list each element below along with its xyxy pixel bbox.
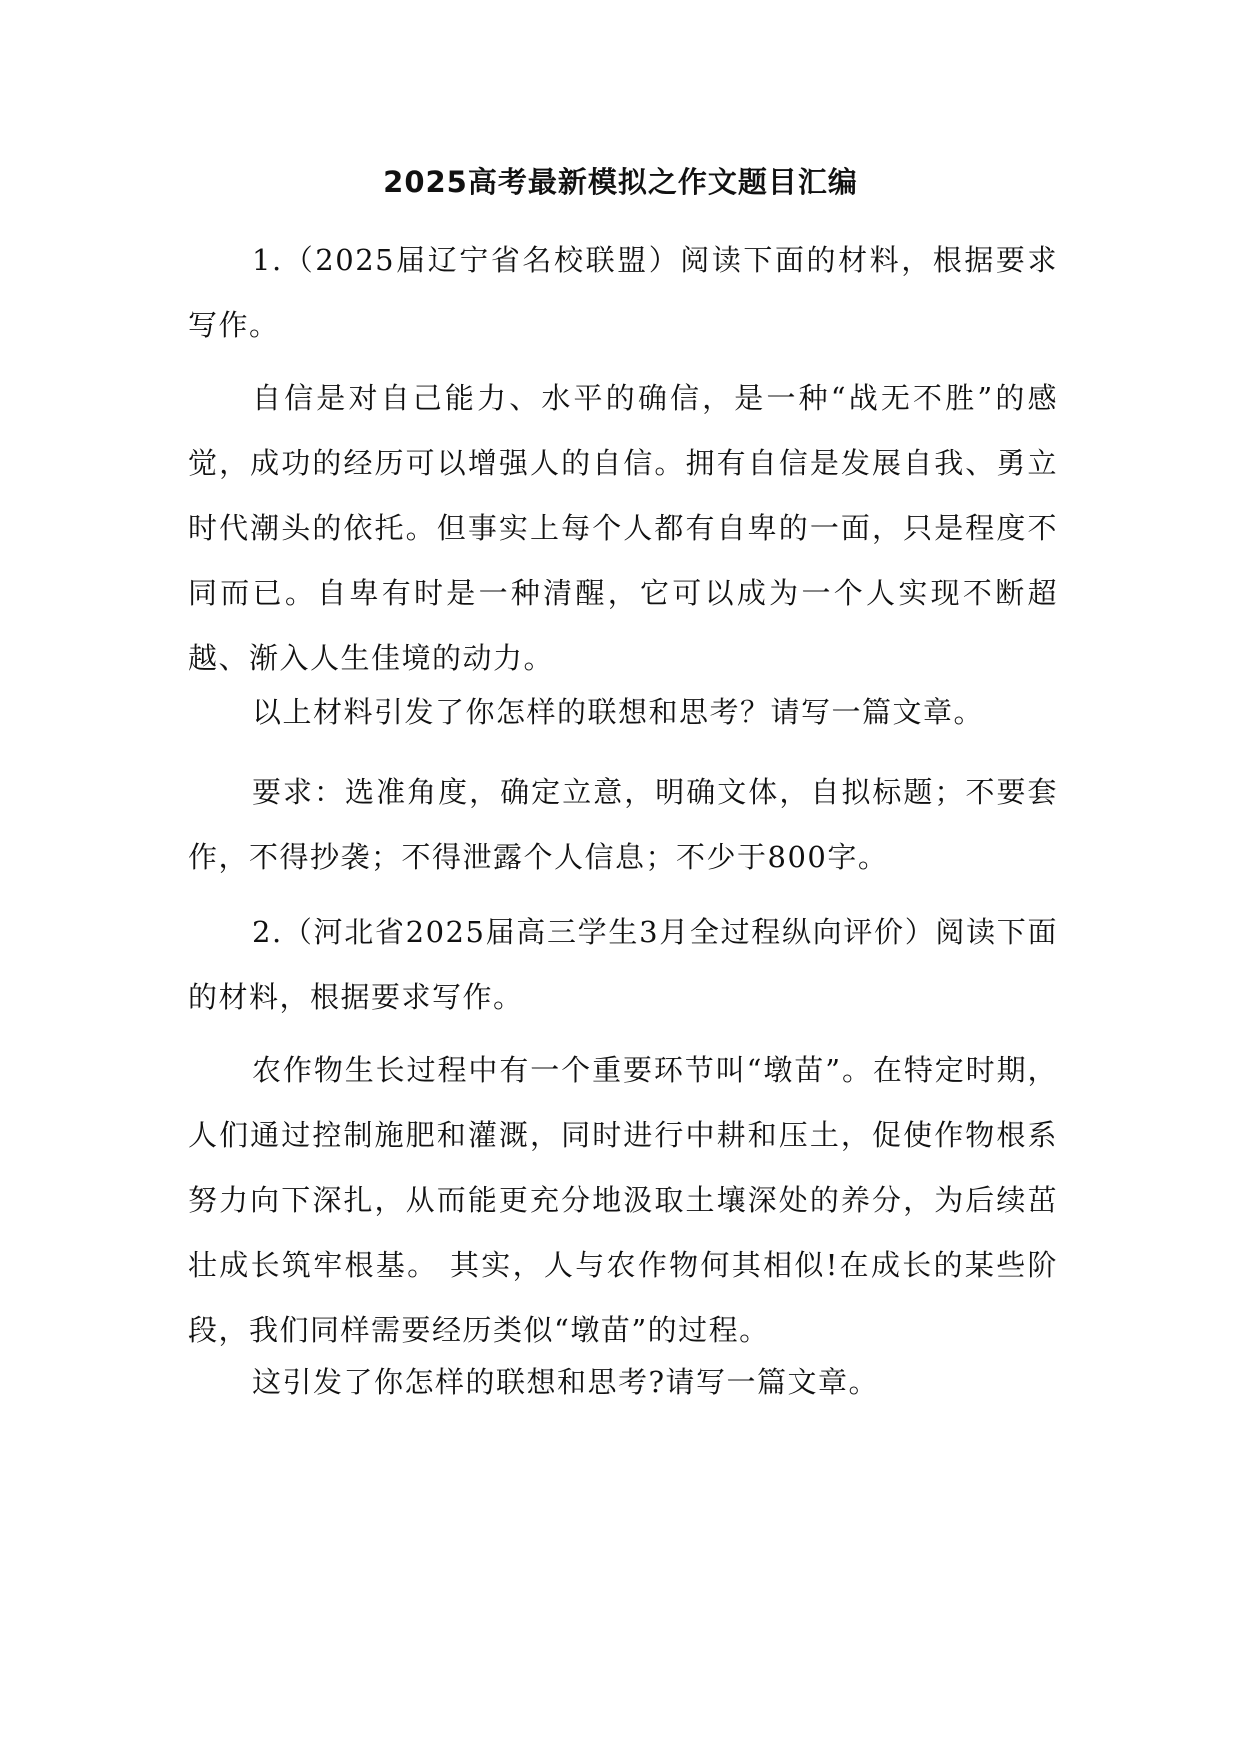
question-2-task: 这引发了你怎样的联想和思考?请写一篇文章。 <box>252 1365 880 1399</box>
question-1-task: 以上材料引发了你怎样的联想和思考？请写一篇文章。 <box>252 695 985 729</box>
question-1-requirements: 要求：选准角度，确定立意，明确文体，自拟标题；不要套作，不得抄袭；不得泄露个人信息；不少于800字。 <box>188 775 1058 874</box>
question-1-prompt: 1.（2025届辽宁省名校联盟）阅读下面的材料，根据要求写作。 <box>188 243 1058 342</box>
question-2-material: 农作物生长过程中有一个重要环节叫“墩苗”。在特定时期，人们通过控制施肥和灌溉，同时进行中耕和压土，促使作物根系努力向下深扎，从而能更充分地汲取土壤深处的养分，为后续茁壮成长筑牢根基。 其实，人与农作物何其相似!在成长的某些阶段，我们同样需要经历类似“墩苗”的过程。 <box>188 1053 1058 1347</box>
question-2-prompt: 2.（河北省2025届高三学生3月全过程纵向评价）阅读下面的材料，根据要求写作。 <box>188 915 1058 1014</box>
question-1-material: 自信是对自己能力、水平的确信，是一种“战无不胜”的感觉，成功的经历可以增强人的自信。拥有自信是发展自我、勇立时代潮头的依托。但事实上每个人都有自卑的一面，只是程度不同而已。自卑有时是一种清醒，它可以成为一个人实现不断超越、渐入人生佳境的动力。 <box>188 381 1058 675</box>
document-title: 2025高考最新模拟之作文题目汇编 <box>383 165 858 199</box>
